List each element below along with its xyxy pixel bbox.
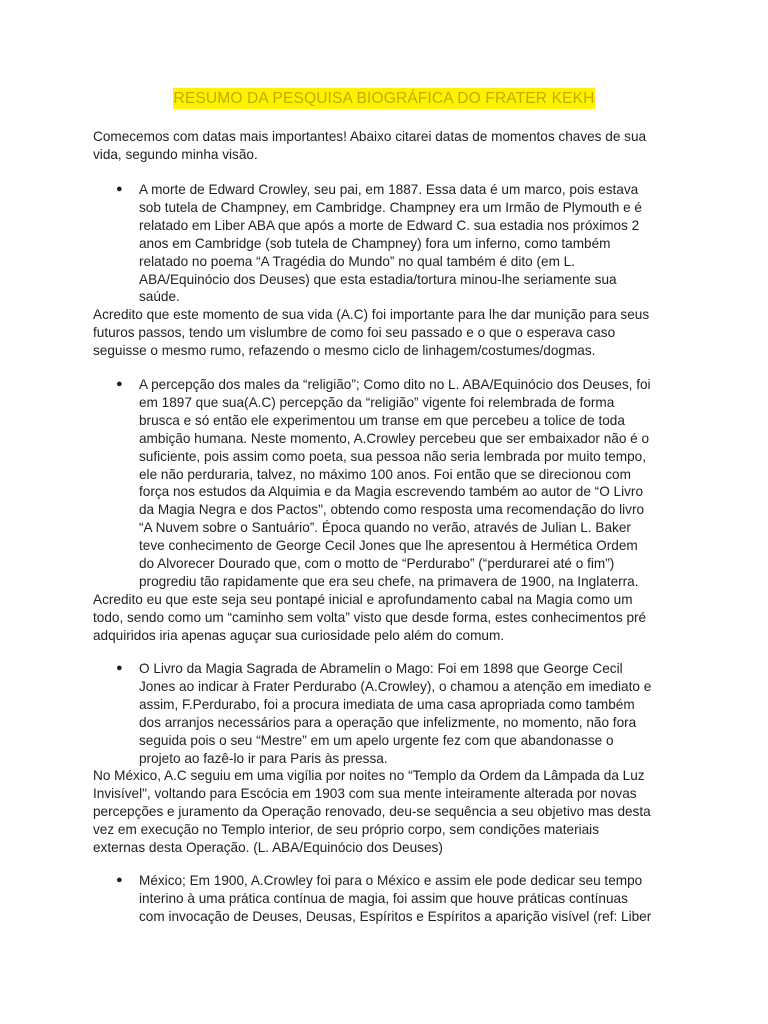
text-line: relatado no poema “A Tragédia do Mundo” no qual também é dito (em L. <box>139 253 576 269</box>
text-line: ambição humana. Neste momento, A.Crowley percebeu que ser embaixador não é o <box>139 430 650 446</box>
text-line: em 1897 que sua(A.C) percepção da “religião” vigente foi relembrada de forma <box>139 394 615 410</box>
bullet-dot-icon: ● <box>116 378 123 390</box>
title-wrap <box>0 88 768 109</box>
bullet-text <box>139 376 651 591</box>
text-line: seguisse o mesmo rumo, refazendo o mesmo ciclo de linhagem/costumes/dogmas. <box>93 342 596 358</box>
bullet-dot-icon: ● <box>116 662 123 674</box>
text-line: progrediu tão rapidamente que era seu chefe, na primavera de 1900, na Inglaterra. <box>139 573 639 589</box>
text-line: No México, A.C seguiu em uma vigília por noites no “Templo da Ordem da Lâmpada da Luz <box>93 768 645 783</box>
text-line: vez em execução no Templo interior, de seu próprio corpo, sem condições materiais <box>93 821 599 837</box>
text-line: sob tutela de Champney, em Cambridge. Champney era um Irmão de Plymouth e é <box>139 199 642 215</box>
text-line: Jones ao indicar à Frater Perdurabo (A.Crowley), o chamou a atenção em imediato e <box>139 678 652 694</box>
commentary-paragraph <box>93 591 683 645</box>
text-line: externas desta Operação. (L. ABA/Equinócio dos Deuses) <box>93 839 443 855</box>
text-line: ABA/Equinócio dos Deuses) que esta estadia/tortura minou-lhe seriamente sua <box>139 271 617 287</box>
text-line: vida, segundo minha visão. <box>93 146 258 162</box>
intro-paragraph <box>93 128 683 164</box>
text-line: força nos estudos da Alquimia e da Magia escrevendo também ao autor de “O Livro <box>139 484 644 500</box>
text-line: “A Nuvem sobre o Santuário”. Época quando no verão, através de Julian L. Baker <box>139 520 631 536</box>
text-line: futuros passos, tendo um vislumbre de como foi seu passado e o que o esperava caso <box>93 324 616 340</box>
text-line: ele não perduraria, talvez, no máximo 100 anos. Foi então que se direcionou com <box>139 466 631 482</box>
text-line: México; Em 1900, A.Crowley foi para o México e assim ele pode dedicar seu tempo <box>139 873 643 888</box>
text-line: Comecemos com datas mais importantes! Abaixo citarei datas de momentos chaves de sua <box>93 129 647 144</box>
commentary-paragraph <box>93 767 683 857</box>
text-line: Acredito eu que este seja seu pontapé inicial e aprofundamento cabal na Magia como um <box>93 592 633 607</box>
text-line: A percepção dos males da “religião”; Como dito no L. ABA/Equinócio dos Deuses, foi <box>139 377 651 392</box>
text-line: interino à uma prática contínua de magia, foi assim que houve práticas contínuas <box>139 890 628 906</box>
text-line: Acredito que este momento de sua vida (A.C) foi importante para lhe dar munição para seus <box>93 307 650 322</box>
text-line: anos em Cambridge (sob tutela de Champney) fora um inferno, como também <box>139 235 611 251</box>
text-line: seguida pois o seu “Mestre” em um apelo urgente fez com que abandonasse o <box>139 732 614 748</box>
bullet-text <box>139 872 651 926</box>
bullet-dot-icon: ● <box>116 183 123 195</box>
text-line: teve conhecimento de George Cecil Jones que lhe apresentou à Hermética Ordem <box>139 538 638 554</box>
bullet-text <box>139 660 651 767</box>
text-line: projeto ao fazê-lo ir para Paris às pressa. <box>139 750 388 766</box>
text-line: O Livro da Magia Sagrada de Abramelin o Mago: Foi em 1898 que George Cecil <box>139 661 623 676</box>
text-line: relatado em Liber ABA que após a morte de Edward C. sua estadia nos próximos 2 <box>139 217 640 233</box>
text-line: do Alvorecer Dourado que, com o motto de “Perdurabo” (“perdurarei até o fim”) <box>139 556 615 572</box>
bullet-dot-icon: ● <box>116 874 123 886</box>
text-line: adquiridos iria apenas aguçar sua curiosidade pelo além do comum. <box>93 627 505 643</box>
text-line: todo, sendo como um “caminho sem volta” visto que desde forma, estes conhecimentos pré <box>93 609 647 625</box>
text-line: com invocação de Deuses, Deusas, Espíritos e Espíritos a aparição visível (ref: Liber <box>139 908 652 924</box>
text-line: saúde. <box>139 289 180 305</box>
text-line: A morte de Edward Crowley, seu pai, em 1887. Essa data é um marco, pois estava <box>139 182 639 197</box>
text-line: Invisível", voltando para Escócia em 1903 com sua mente inteiramente alterada por novas <box>93 785 637 801</box>
commentary-paragraph <box>93 306 683 360</box>
text-line: brusca e só então ele experimentou um transe em que percebeu a tolice de toda <box>139 412 625 428</box>
bullet-text <box>139 181 642 306</box>
text-line: dos arranjos necessários para a operação que infelizmente, no momento, não fora <box>139 714 637 730</box>
document-title: RESUMO DA PESQUISA BIOGRÁFICA DO FRATER KEKH <box>173 90 595 107</box>
text-line: assim, F.Perdurabo, foi a procura imediata de uma casa apropriada como também <box>139 696 635 712</box>
text-line: da Magia Negra e dos Pactos", obtendo como resposta uma recomendação do livro <box>139 502 645 518</box>
text-line: percepções e juramento da Operação renovado, deu-se sequência a seu objetivo mas desta <box>93 803 651 819</box>
text-line: suficiente, pois assim como poeta, sua pessoa não seria lembrada por muito tempo, <box>139 448 647 464</box>
